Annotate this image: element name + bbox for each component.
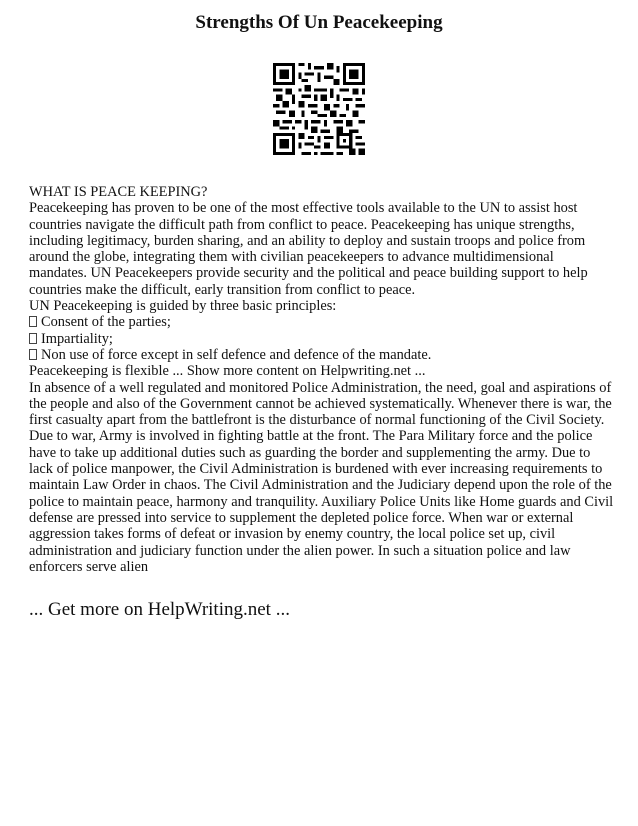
list-item xyxy=(29,347,614,363)
list-item xyxy=(29,314,614,330)
get-more-link[interactable]: ... Get more on HelpWriting.net ... xyxy=(29,599,290,620)
list-item-text: Impartiality; xyxy=(41,330,113,347)
bullet-icon xyxy=(29,316,37,327)
section-heading: WHAT IS PEACE KEEPING? xyxy=(29,184,208,200)
paragraph: Peacekeeping has proven to be one of the most effective tools available to the UN to assist host countries navigate the difficult path from conflict to peace. Peacekeeping has unique strengths, including legitimacy, burden sharing, and an ability to deploy and sustain troops and police from around the globe, integrating them with civilian peacekeepers to advance multidimensional mandates. UN Peacekeepers provide security and the political and peace building support to help countries make the difficult, early transition from conflict to peace. xyxy=(29,200,588,298)
list-item xyxy=(29,331,614,347)
article-body xyxy=(29,184,614,575)
paragraph: In absence of a well regulated and monitored Police Administration, the need, goal and aspirations of the people and also of the Government cannot be achieved systematically. Whenever there is war, the first casualty apart from the battlefront is the disturbance of normal functioning of the Civil Society. Due to war, Army is involved in fighting battle at the front. The Para Military force and the police have to take up additional duties such as guarding the border and supplementing the army. Due to lack of police manpower, the Civil Administration is burdened with ever increasing requirements to maintain Law Order in chaos. The Civil Administration and the Judiciary depend upon the role of the police to maintain peace, harmony and tranquility. Auxiliary Police Units like Home guards and Civil defense are pressed into service to supplement the depleted police force. When war or external aggression takes forms of defeat or invasion by enemy country, the local police set up, civil administration and judiciary function under the alien power. In such a situation police and law enforcers serve alien xyxy=(29,379,614,575)
list-item-text: Consent of the parties; xyxy=(41,314,171,331)
qr-code-icon xyxy=(273,63,365,155)
paragraph: UN Peacekeeping is guided by three basic principles: xyxy=(29,298,337,315)
list-item-text: Non use of force except in self defence and defence of the mandate. xyxy=(41,346,432,363)
show-more-line[interactable]: Peacekeeping is flexible ... Show more content on Helpwriting.net ... xyxy=(29,363,426,380)
bullet-icon xyxy=(29,333,37,344)
bullet-icon xyxy=(29,349,37,360)
page-title: Strengths Of Un Peacekeeping xyxy=(195,12,443,33)
